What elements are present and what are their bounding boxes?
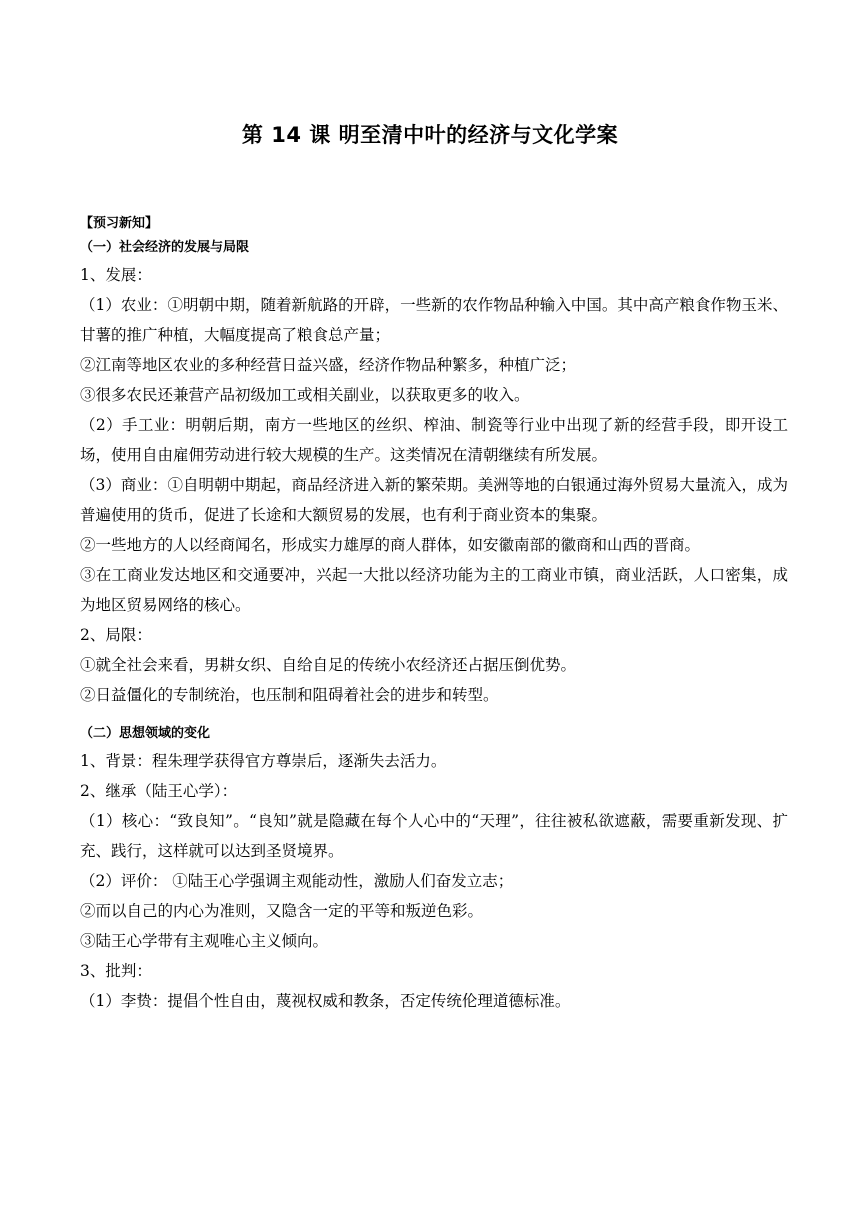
section-heading-preview: 【预习新知】	[80, 216, 159, 231]
paragraph: 3、批判：	[80, 962, 152, 980]
part2-heading: （二）思想领域的变化	[80, 726, 211, 741]
paragraph: （1）农业：①明朝中期，随着新航路的开辟，一些新的农作物品种输入中国。其中高产粮食作物玉米、甘薯的推广种植，大幅度提高了粮食总产量；	[80, 296, 788, 344]
paragraph: ②一些地方的人以经商闻名，形成实力雄厚的商人群体，如安徽南部的徽商和山西的晋商。	[80, 536, 701, 554]
paragraph: （2）评价： ①陆王心学强调主观能动性，激励人们奋发立志；	[80, 872, 514, 890]
paragraph: ②而以自己的内心为准则，又隐含一定的平等和叛逆色彩。	[80, 902, 484, 920]
paragraph: （2）手工业：明朝后期，南方一些地区的丝织、榨油、制瓷等行业中出现了新的经营手段，即开设工场，使用自由雇佣劳动进行较大规模的生产。这类情况在清朝继续有所发展。	[80, 416, 788, 464]
document-body	[80, 212, 788, 1016]
paragraph: （3）商业：①自明朝中期起，商品经济进入新的繁荣期。美洲等地的白银通过海外贸易大量流入，成为普遍使用的货币，促进了长途和大额贸易的发展，也有利于商业资本的集聚。	[80, 476, 788, 524]
paragraph: ①就全社会来看，男耕女织、自给自足的传统小农经济还占据压倒优势。	[80, 656, 577, 674]
paragraph: （1）核心：“致良知”。“良知”就是隐藏在每个人心中的“天理”，往往被私欲遮蔽，需要重新发现、扩充、践行，这样就可以达到圣贤境界。	[80, 812, 788, 860]
paragraph: 1、发展：	[80, 266, 152, 284]
paragraph: ②江南等地区农业的多种经营日益兴盛，经济作物品种繁多，种植广泛；	[80, 356, 577, 374]
paragraph: 2、局限：	[80, 626, 152, 644]
paragraph: 1、背景：程朱理学获得官方尊崇后，逐渐失去活力。	[80, 752, 447, 770]
paragraph: 2、继承（陆王心学）：	[80, 782, 238, 800]
page-title: 第 14 课 明至清中叶的经济与文化学案	[241, 123, 619, 147]
paragraph: ③在工商业发达地区和交通要冲，兴起一大批以经济功能为主的工商业市镇，商业活跃，人口密集，成为地区贸易网络的核心。	[80, 566, 788, 614]
paragraph: ③陆王心学带有主观唯心主义倾向。	[80, 932, 329, 950]
paragraph: ②日益僵化的专制统治，也压制和阻碍着社会的进步和转型。	[80, 686, 499, 704]
paragraph: ③很多农民还兼营产品初级加工或相关副业，以获取更多的收入。	[80, 386, 530, 404]
paragraph: （1）李贽：提倡个性自由，蔑视权威和教条，否定传统伦理道德标准。	[80, 992, 571, 1010]
part1-heading: （一）社会经济的发展与局限	[80, 240, 250, 255]
section-spacer	[80, 710, 788, 722]
